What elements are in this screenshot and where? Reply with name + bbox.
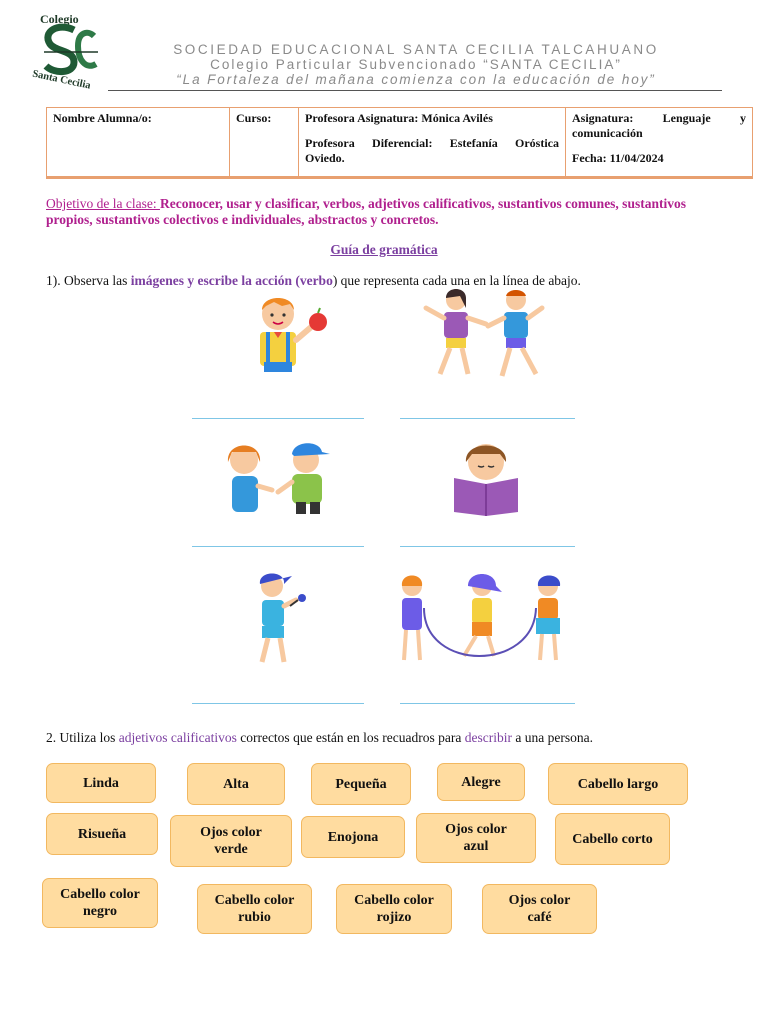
objective-text: Reconocer, usar y clasificar, verbos, adjetivos calificativos, sustantivos comunes, sustantivos propios, sustantivos colectivos e individuales, abstractos y concretos.: [46, 196, 686, 227]
adjective-box-cabello-largo[interactable]: Cabello largo: [548, 763, 688, 805]
logo-text-bottom: Santa Cecilia: [31, 68, 92, 90]
girls-jumping-rope-image: [384, 572, 580, 668]
adjective-box-alta[interactable]: Alta: [187, 763, 285, 805]
logo-text-top: Colegio: [40, 12, 79, 26]
course-label: Curso:: [236, 111, 272, 125]
adjective-box-ojos-azul[interactable]: Ojos color azul: [416, 813, 536, 863]
adjective-box-cabello-negro[interactable]: Cabello color negro: [42, 878, 158, 928]
question-1: 1). Observa las imágenes y escribe la acción (verbo) que representa cada una en la línea de abajo.: [46, 273, 581, 288]
subject-cell: [566, 108, 753, 178]
school-logo: [28, 8, 108, 90]
diff-teacher-line1: Profesora Diferencial: Estefanía Oróstica: [305, 136, 559, 150]
adjective-box-cabello-corto[interactable]: Cabello corto: [555, 813, 670, 865]
child-reading-image: [448, 438, 524, 518]
girl-singing-image: [244, 570, 310, 668]
adjective-box-enojona[interactable]: Enojona: [301, 816, 405, 858]
student-name-cell[interactable]: [47, 108, 230, 178]
answer-line-5[interactable]: [192, 703, 364, 704]
date-label: Fecha: 11/04/2024: [572, 151, 664, 165]
answer-line-4[interactable]: [400, 546, 575, 547]
children-talking-image: [222, 438, 334, 516]
guide-title: Guía de gramática: [330, 242, 438, 257]
subject-line2: comunicación: [572, 126, 643, 140]
adjective-box-alegre[interactable]: Alegre: [437, 763, 525, 801]
adjective-box-cabello-rubio[interactable]: Cabello color rubio: [197, 884, 312, 934]
adjective-box-ojos-verde[interactable]: Ojos color verde: [170, 815, 292, 867]
adjective-box-pequena[interactable]: Pequeña: [311, 763, 411, 805]
boy-eating-apple-image: [238, 288, 334, 384]
answer-line-6[interactable]: [400, 703, 575, 704]
teacher-name: Profesora Asignatura: Mónica Avilés: [305, 111, 493, 125]
objective-label: Objetivo de la clase:: [46, 196, 160, 211]
school-motto: “La Fortaleza del mañana comienza con la educación de hoy”: [176, 72, 656, 87]
subject-line1: Asignatura: Lenguaje y: [572, 111, 746, 125]
answer-line-3[interactable]: [192, 546, 364, 547]
adjective-box-ojos-cafe[interactable]: Ojos color café: [482, 884, 597, 934]
children-running-image: [420, 288, 550, 386]
school-society-name: SOCIEDAD EDUCACIONAL SANTA CECILIA TALCAHUANO: [173, 42, 659, 57]
teacher-cell: [299, 108, 566, 178]
header-divider: [108, 90, 722, 91]
class-objective: [46, 196, 726, 228]
course-cell[interactable]: [230, 108, 299, 178]
question-2: 2. Utiliza los adjetivos calificativos correctos que están en los recuadros para describir a una persona.: [46, 730, 593, 745]
student-name-label: Nombre Alumna/o:: [53, 111, 152, 125]
student-info-table: [46, 107, 753, 179]
diff-teacher-line2: Oviedo.: [305, 151, 345, 165]
school-name: Colegio Particular Subvencionado “SANTA CECILIA”: [210, 57, 622, 72]
adjective-box-risuena[interactable]: Risueña: [46, 813, 158, 855]
adjective-box-linda[interactable]: Linda: [46, 763, 156, 803]
adjective-box-cabello-rojizo[interactable]: Cabello color rojizo: [336, 884, 452, 934]
answer-line-1[interactable]: [192, 418, 364, 419]
answer-line-2[interactable]: [400, 418, 575, 419]
